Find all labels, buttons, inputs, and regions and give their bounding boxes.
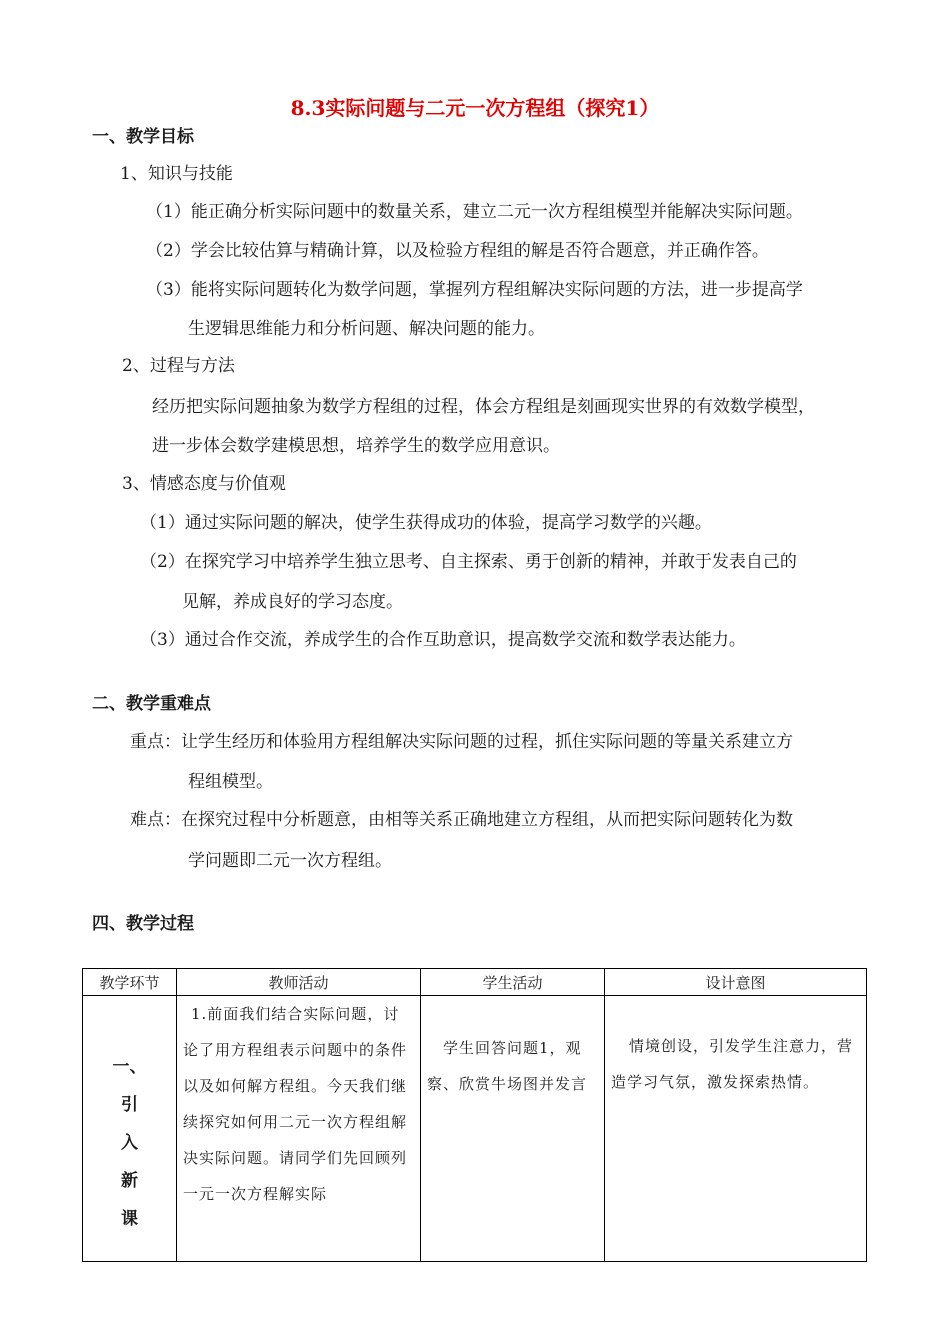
attitude-item-continued: 见解，养成良好的学习态度。 bbox=[182, 592, 403, 612]
objective-item-continued: 生逻辑思维能力和分析问题、解决问题的能力。 bbox=[188, 319, 545, 339]
section-heading-keypoints: 二、教学重难点 bbox=[92, 694, 211, 714]
section-heading-process: 四、教学过程 bbox=[92, 914, 194, 934]
attitude-item: （2）在探究学习中培养学生独立思考、自主探索、勇于创新的精神，并敢于发表自己的 bbox=[140, 552, 797, 572]
objective-item: （1）能正确分析实际问题中的数量关系，建立二元一次方程组模型并能解决实际问题。 bbox=[146, 202, 803, 222]
key-point-text: 重点：让学生经历和体验用方程组解决实际问题的过程，抓住实际问题的等量关系建立方 bbox=[130, 732, 793, 752]
student-activity-text: 学生回答问题1，观察、欣赏牛场图并发言 bbox=[427, 1039, 588, 1093]
stage-cell bbox=[83, 996, 177, 1262]
stage-label: 引 bbox=[121, 1095, 138, 1115]
process-text: 进一步体会数学建模思想，培养学生的数学应用意识。 bbox=[152, 436, 560, 456]
table-header-cell: 教师活动 bbox=[177, 969, 421, 996]
teacher-activity-text: 1.前面我们结合实际问题，讨论了用方程组表示问题中的条件以及如何解方程组。今天我们继续探究如何用二元一次方程组解决实际问题。请同学们先回顾列一元一次方程解实际 bbox=[183, 1005, 408, 1203]
difficult-point-text: 难点：在探究过程中分析题意，由相等关系正确地建立方程组，从而把实际问题转化为数 bbox=[130, 810, 793, 830]
table-header-row bbox=[83, 969, 867, 996]
stage-label: 新 bbox=[121, 1171, 138, 1191]
stage-label: 课 bbox=[121, 1209, 138, 1229]
difficult-point-text-continued: 学问题即二元一次方程组。 bbox=[188, 851, 392, 871]
table-header-cell: 设计意图 bbox=[605, 969, 867, 996]
subheading-process: 2、过程与方法 bbox=[122, 356, 235, 376]
objective-item: （3）能将实际问题转化为数学问题，掌握列方程组解决实际问题的方法，进一步提高学 bbox=[146, 280, 803, 300]
table-header-cell: 教学环节 bbox=[83, 969, 177, 996]
objective-item: （2）学会比较估算与精确计算，以及检验方程组的解是否符合题意，并正确作答。 bbox=[146, 241, 769, 261]
subheading-knowledge: 1、知识与技能 bbox=[120, 164, 233, 184]
attitude-item: （1）通过实际问题的解决，使学生获得成功的体验，提高学习数学的兴趣。 bbox=[140, 513, 712, 533]
teacher-activity-cell bbox=[177, 996, 421, 1262]
key-point-text-continued: 程组模型。 bbox=[188, 772, 273, 792]
design-intent-cell bbox=[605, 996, 867, 1262]
section-heading-objectives: 一、教学目标 bbox=[92, 127, 194, 147]
stage-label: 入 bbox=[121, 1133, 138, 1153]
attitude-item: （3）通过合作交流，养成学生的合作互助意识，提高数学交流和数学表达能力。 bbox=[140, 630, 746, 650]
student-activity-cell bbox=[421, 996, 605, 1262]
table-row bbox=[83, 996, 867, 1262]
stage-label: 一、 bbox=[112, 1057, 147, 1077]
lesson-table bbox=[82, 968, 867, 1262]
design-intent-text: 情境创设，引发学生注意力，营造学习气氛，激发探索热情。 bbox=[611, 1037, 854, 1091]
table-header-cell: 学生活动 bbox=[421, 969, 605, 996]
page-title: 8.3实际问题与二元一次方程组（探究1） bbox=[290, 96, 660, 120]
process-text: 经历把实际问题抽象为数学方程组的过程，体会方程组是刻画现实世界的有效数学模型， bbox=[152, 397, 815, 417]
subheading-attitude: 3、情感态度与价值观 bbox=[122, 474, 286, 494]
